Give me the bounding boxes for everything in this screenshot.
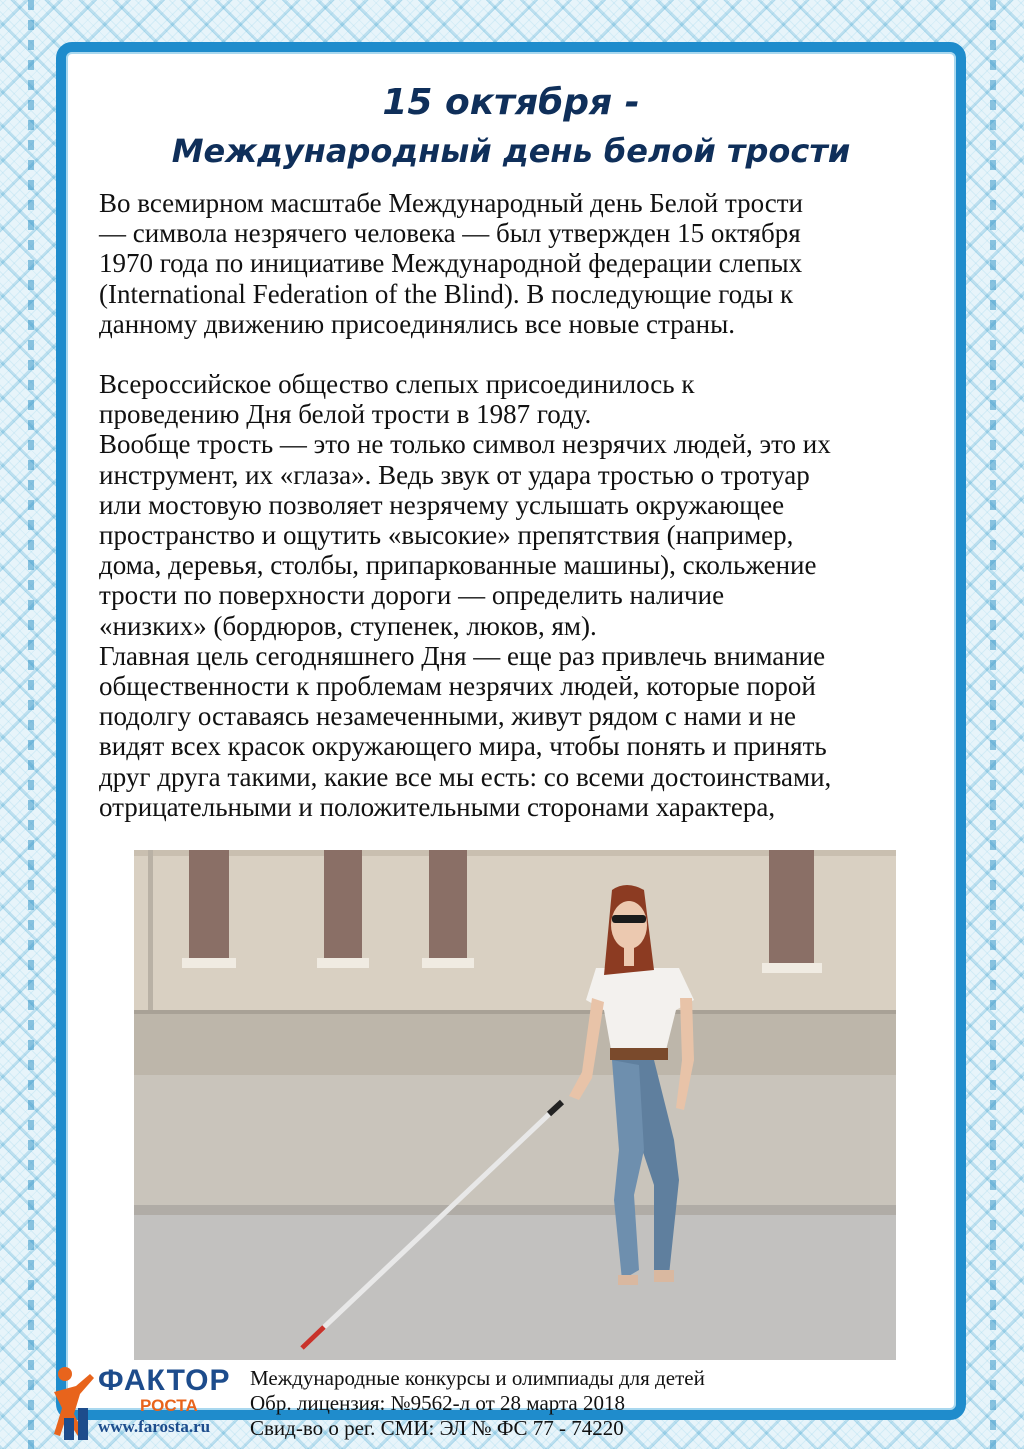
logo-figure-icon bbox=[50, 1362, 100, 1442]
content-panel bbox=[56, 42, 966, 1420]
logo-word-rosta: РОСТА bbox=[140, 1396, 198, 1415]
footer-line-registration: Свид-во о рег. СМИ: ЭЛ № ФС 77 - 74220 bbox=[250, 1416, 624, 1440]
paragraph-2: Всероссийское общество слепых присоединилось к проведению Дня белой трости в 1987 году. bbox=[99, 369, 695, 430]
footer-info bbox=[250, 1366, 810, 1441]
paragraph-1: Во всемирном масштабе Международный день Белой трости — символа незрячего человека — был утвержден 15 октября 1970 года по инициативе Международной федерации слепых (International Federation of the Blind). В последующие годы к данному движению присоединялись все новые страны. bbox=[99, 188, 803, 339]
photo-woman-with-white-cane bbox=[134, 850, 896, 1360]
faktor-rosta-logo bbox=[50, 1362, 240, 1442]
decorative-pattern-right bbox=[990, 0, 996, 1449]
article-body bbox=[99, 188, 949, 822]
paragraph-4: Главная цель сегодняшнего Дня — еще раз привлечь внимание общественности к проблемам незрячих людей, которые порой подолгу оставаясь незамеченными, живут рядом с нами и не видят всех красок окружающего мира, чтобы понять и принять друг друга такими, какие все мы есть: со всеми достоинствами, отрицательными и положительными сторонами характера, bbox=[99, 640, 832, 822]
title-heading: Международный день белой трости bbox=[171, 132, 851, 170]
decorative-pattern-left bbox=[28, 0, 34, 1449]
paragraph-gap bbox=[99, 339, 949, 369]
paragraph-3: Вообще трость — это не только символ незрячих людей, это их инструмент, их «глаза». Ведь звук от удара тростью о тротуар или мостовую позволяет незрячему услышать окружающее пространство и ощутить «высокие» препятствия (например, дома, деревья, столбы, припаркованные машины), скольжение трости по поверхности дороги — определить наличие «низких» (бордюров, ступенек, люков, ям). bbox=[99, 429, 831, 641]
footer-line-contests: Международные конкурсы и олимпиады для детей bbox=[250, 1366, 705, 1390]
logo-word-faktor: ФАКТОР bbox=[98, 1364, 231, 1397]
logo-url[interactable]: www.farosta.ru bbox=[98, 1417, 211, 1436]
title-date: 15 октября - bbox=[382, 82, 640, 123]
footer-line-license: Обр. лицензия: №9562-л от 28 марта 2018 bbox=[250, 1391, 625, 1415]
